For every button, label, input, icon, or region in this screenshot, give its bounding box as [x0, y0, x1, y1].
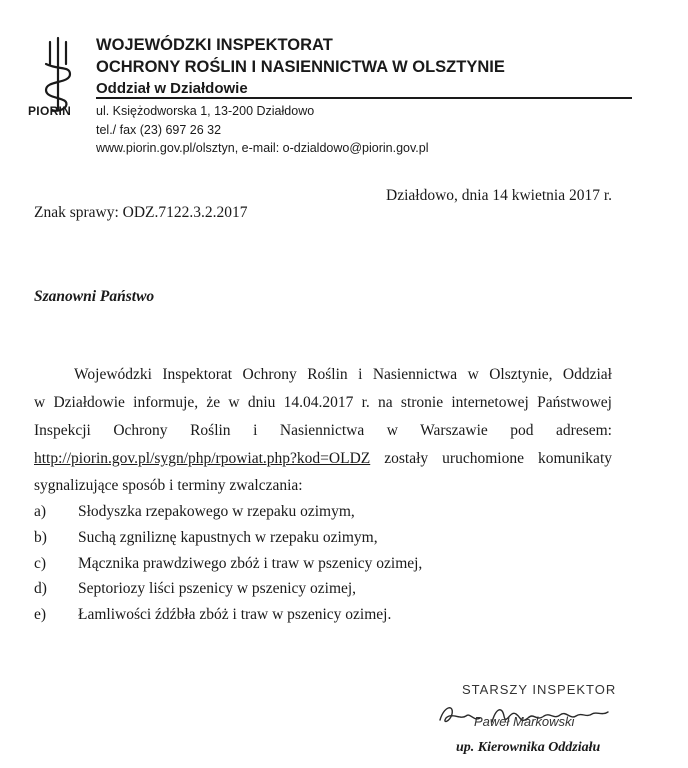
piorin-logo-icon — [36, 34, 80, 114]
list-text: Słodyszka rzepakowego w rzepaku ozimym, — [78, 503, 355, 520]
paragraph-line — [34, 450, 612, 468]
stamp-title: STARSZY INSPEKTOR — [462, 682, 617, 697]
paragraph-line: sygnalizujące sposób i terminy zwalczania: — [34, 477, 303, 494]
logo-text: PIORIN — [28, 104, 72, 118]
org-name-line2: OCHRONY ROŚLIN I NASIENNICTWA W OLSZTYNIE — [96, 58, 505, 76]
stamp-name: Paweł Markowski — [474, 714, 575, 729]
list-item — [34, 555, 422, 573]
list-marker: d) — [34, 580, 47, 597]
org-name-line1: WOJEWÓDZKI INSPEKTORAT — [96, 36, 333, 54]
list-marker: a) — [34, 503, 47, 520]
list-item — [34, 529, 378, 547]
branch-name: Oddział w Działdowie — [96, 80, 248, 97]
paragraph-text: zostały uruchomione komunikaty — [384, 450, 612, 467]
list-marker: c) — [34, 555, 47, 572]
address: ul. Księżodworska 1, 13-200 Działdowo — [96, 104, 315, 118]
phone: tel./ fax (23) 697 26 32 — [96, 123, 222, 137]
date-line: Działdowo, dnia 14 kwietnia 2017 r. — [386, 187, 612, 204]
list-text: Mącznika prawdziwego zbóż i traw w pszenicy ozimej, — [78, 555, 423, 572]
greeting: Szanowni Państwo — [34, 288, 155, 305]
paragraph-line: Wojewódzki Inspektorat Ochrony Roślin i Nasiennictwa w Olsztynie, Oddział — [74, 366, 612, 383]
list-item — [34, 580, 356, 598]
web-email: www.piorin.gov.pl/olsztyn, e-mail: o-dzialdowo@piorin.gov.pl — [96, 141, 429, 155]
list-marker: b) — [34, 529, 47, 546]
paragraph-line: w Działdowie informuje, że w dniu 14.04.2017 r. na stronie internetowej Państwowej — [34, 394, 612, 411]
case-reference: Znak sprawy: ODZ.7122.3.2.2017 — [34, 204, 248, 221]
list-text: Łamliwości źdźbła zbóż i traw w pszenicy ozimej. — [78, 606, 392, 623]
list-item — [34, 606, 391, 624]
announcement-link[interactable]: http://piorin.gov.pl/sygn/php/rpowiat.php?kod=OLDZ — [34, 450, 371, 467]
signatory-role: up. Kierownika Oddziału — [456, 740, 601, 755]
list-marker: e) — [34, 606, 47, 623]
list-text: Suchą zgniliznę kapustnych w rzepaku ozimym, — [78, 529, 378, 546]
header-divider — [96, 97, 632, 99]
list-text: Septoriozy liści pszenicy w pszenicy ozimej, — [78, 580, 357, 597]
paragraph-line: Inspekcji Ochrony Roślin i Nasiennictwa w Warszawie pod adresem: — [34, 422, 612, 439]
list-item — [34, 503, 355, 521]
